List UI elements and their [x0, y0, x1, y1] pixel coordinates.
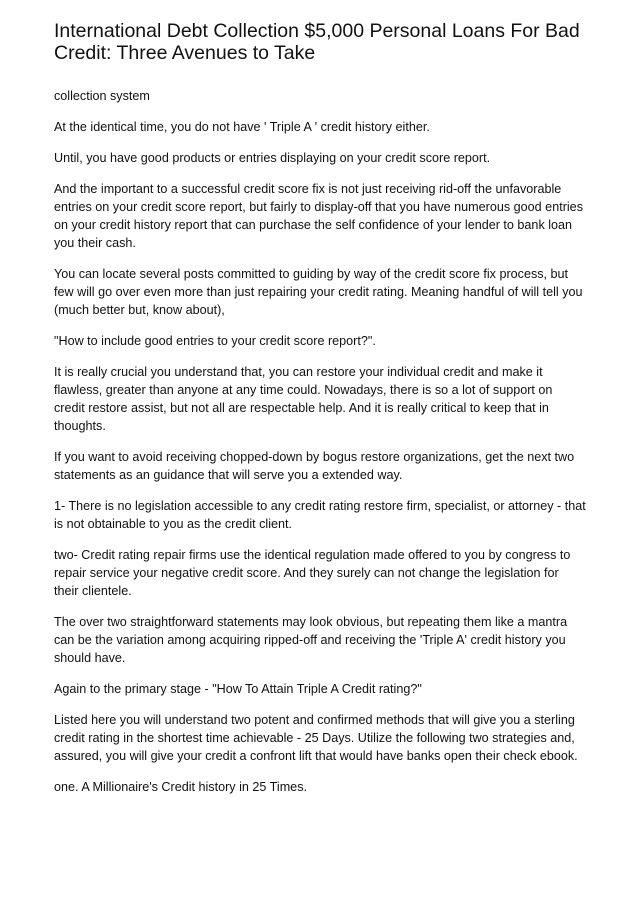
- document-title: International Debt Collection $5,000 Personal Loans For Bad Credit: Three Avenues to Take: [54, 20, 580, 64]
- paragraph: two- Credit rating repair firms use the identical regulation made offered to you by congress to repair service your negative credit score. And they surely can not change the legislation for their clientele.: [54, 548, 571, 598]
- paragraph: Listed here you will understand two potent and confirmed methods that will give you a sterling credit rating in the shortest time achievable - 25 Days. Utilize the following two strategies and, assured, you will give your credit a confront lift that would have banks open their check ebook.: [54, 713, 578, 763]
- paragraph: Until, you have good products or entries displaying on your credit score report.: [54, 151, 491, 165]
- paragraph: 1- There is no legislation accessible to any credit rating restore firm, specialist, or attorney - that is not obtainable to you as the credit client.: [54, 499, 586, 531]
- paragraph: If you want to avoid receiving chopped-down by bogus restore organizations, get the next two statements as an guidance that will serve you a extended way.: [54, 450, 575, 482]
- paragraph: Again to the primary stage - "How To Attain Triple A Credit rating?": [54, 682, 422, 696]
- paragraph: one. A Millionaire's Credit history in 25 Times.: [54, 780, 307, 794]
- document-page: [54, 20, 586, 809]
- paragraph: You can locate several posts committed to guiding by way of the credit score fix process, but few will go over even more than just repairing your credit rating. Meaning handful of will tell you (much better but, know about),: [54, 267, 583, 317]
- paragraph: collection system: [54, 89, 150, 103]
- paragraph: "How to include good entries to your credit score report?".: [54, 334, 376, 348]
- paragraph: At the identical time, you do not have ' Triple A ' credit history either.: [54, 120, 430, 134]
- paragraph: And the important to a successful credit score fix is not just receiving rid-off the unfavorable entries on your credit score report, but fairly to display-off that you have numerous good entries on your credit history report that can purchase the self confidence of your lender to bank loan you their cash.: [54, 182, 583, 250]
- paragraph: It is really crucial you understand that, you can restore your individual credit and make it flawless, greater than anyone at any time could. Nowadays, there is so a lot of support on credit restore assist, but not all are respectable help. And it is really critical to keep that in thoughts.: [54, 365, 553, 433]
- paragraph: The over two straightforward statements may look obvious, but repeating them like a mantra can be the variation among acquiring ripped-off and receiving the 'Triple A' credit history you should have.: [54, 615, 568, 665]
